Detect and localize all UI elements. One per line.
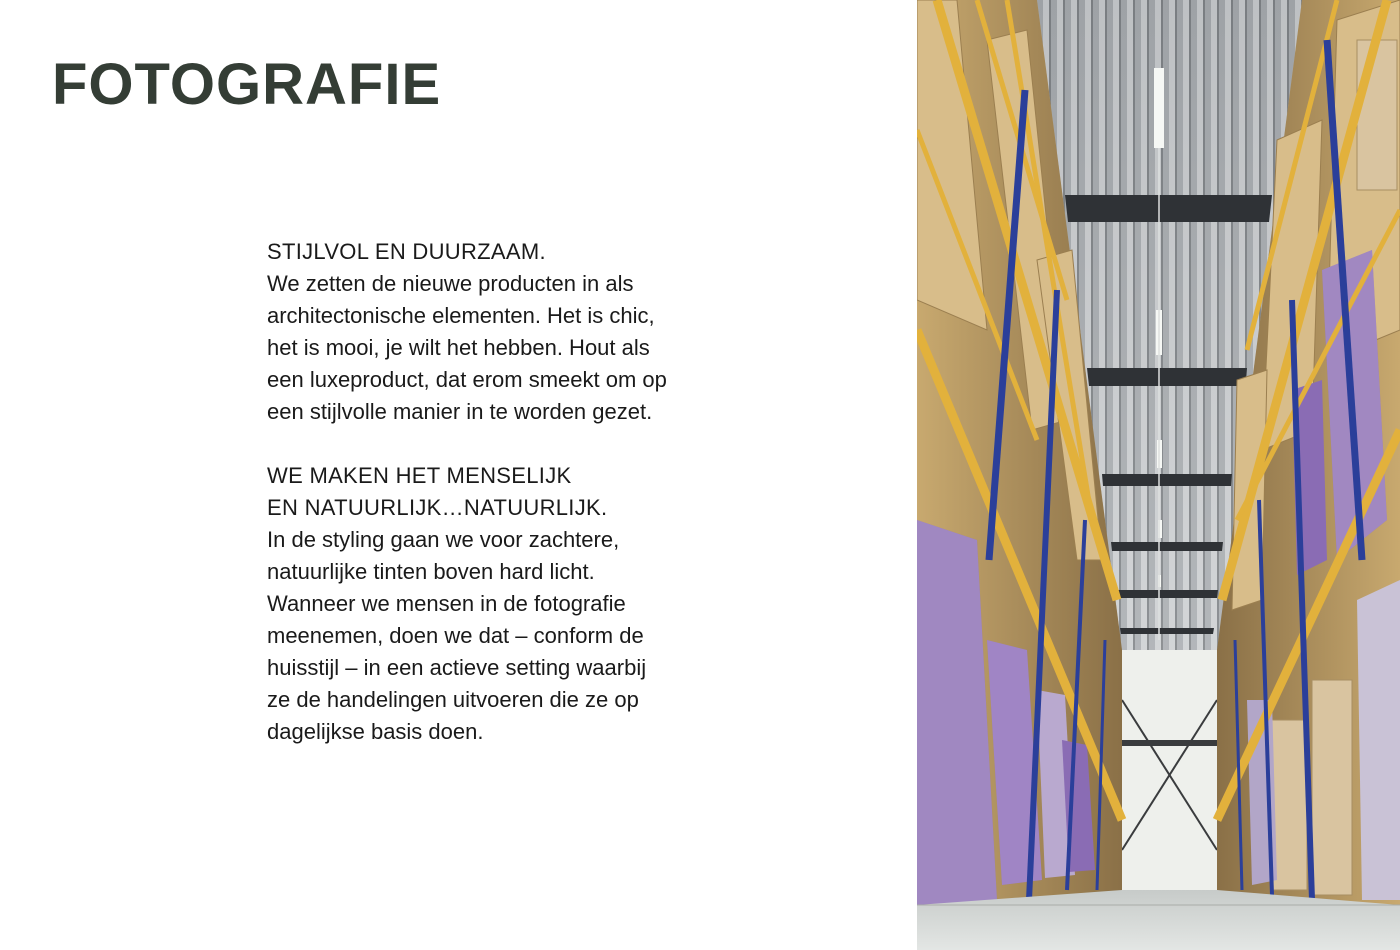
body-line: het is mooi, je wilt het hebben. Hout als (267, 335, 650, 360)
ceiling-beam (1120, 628, 1214, 634)
page-title: FOTOGRAFIE (52, 52, 442, 117)
ceiling-light (1154, 68, 1164, 148)
section-heading: WE MAKEN HET MENSELIJK (267, 463, 572, 488)
section-body (267, 268, 747, 428)
body-line: In de styling gaan we voor zachtere, (267, 527, 620, 552)
body-line: ze de handelingen uitvoeren die ze op (267, 687, 639, 712)
body-line: meenemen, doen we dat – conform de (267, 623, 644, 648)
section-stijlvol (267, 236, 747, 428)
section-menselijk (267, 460, 747, 748)
text-block (267, 236, 747, 748)
body-line: een stijlvolle manier in te worden gezet. (267, 399, 653, 424)
body-line: We zetten de nieuwe producten in als (267, 271, 634, 296)
section-heading: EN NATUURLIJK…NATUURLIJK. (267, 495, 608, 520)
ceiling-beam (1087, 368, 1247, 386)
section-heading: STIJLVOL EN DUURZAAM. (267, 239, 546, 264)
ceiling-beam (1065, 195, 1272, 222)
body-line: architectonische elementen. Het is chic, (267, 303, 655, 328)
body-line: een luxeproduct, dat erom smeekt om op (267, 367, 667, 392)
body-line: Wanneer we mensen in de fotografie (267, 591, 626, 616)
body-line: dagelijkse basis doen. (267, 719, 484, 744)
warehouse-photo (917, 0, 1400, 950)
section-gap (267, 428, 747, 460)
ceiling-beam (1116, 590, 1218, 598)
ceiling-beam (1111, 542, 1223, 551)
section-body (267, 524, 747, 748)
ceiling-beam (1102, 474, 1232, 486)
body-line: natuurlijke tinten boven hard licht. (267, 559, 595, 584)
body-line: huisstijl – in een actieve setting waarbij (267, 655, 647, 680)
